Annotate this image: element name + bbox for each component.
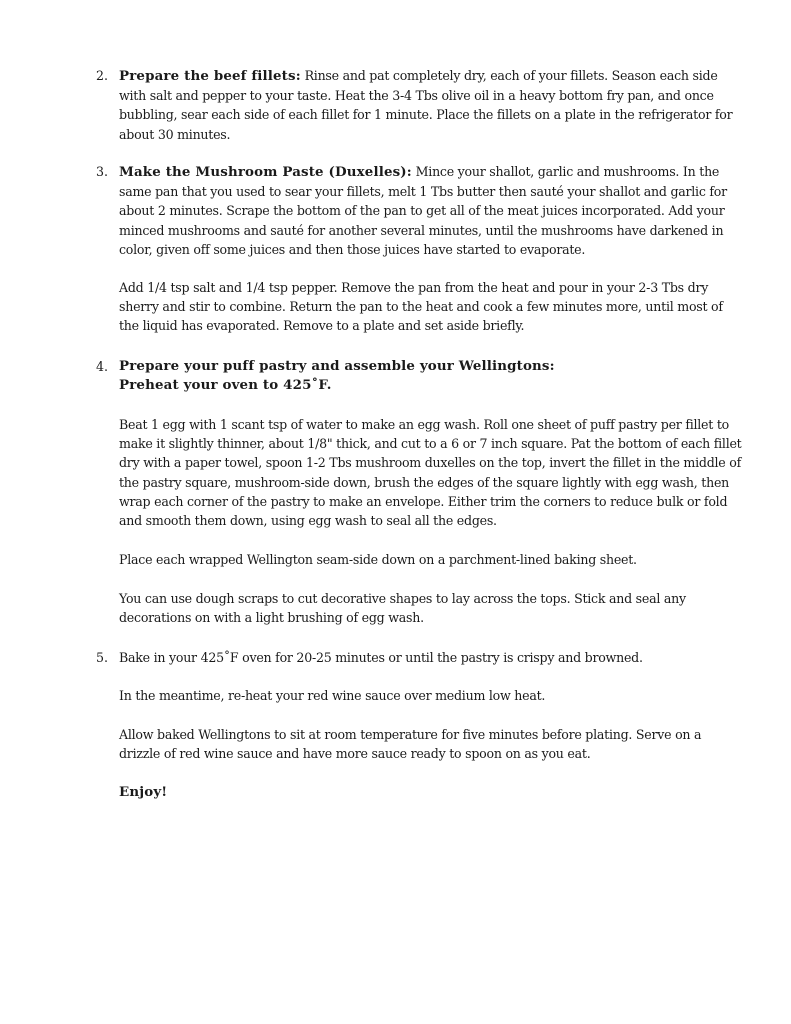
step-paragraph: Bake in your 425˚F oven for 20-25 minutes or until the pastry is crispy and browned. — [119, 650, 643, 665]
step-paragraph: Add 1/4 tsp salt and 1/4 tsp pepper. Remove the pan from the heat and pour in your 2-3 Tbs dry sherry and stir to combine. Return the pan to the heat and cook a few minutes more, until most of the liquid has evaporated. Remove to a plate and set aside briefly. — [119, 280, 723, 334]
step-number: 4. — [96, 359, 109, 374]
step-lead: Prepare the beef fillets: — [119, 68, 301, 84]
step-paragraph — [119, 66, 746, 144]
step-text: Rinse and pat completely dry, each of your fillets. Season each side with salt and pepper to your taste. Heat the 3-4 Tbs olive oil in a heavy bottom fry pan, and once bubbling, sear each side of each fillet for 1 minute. Place the fillets on a plate in the refrigerator for about 30 minutes. — [119, 68, 733, 142]
step-number: 2. — [96, 68, 109, 83]
closing-text: Enjoy! — [119, 784, 168, 800]
step-number: 5. — [96, 650, 109, 665]
step-subheading: Preheat your oven to 425˚F. — [119, 377, 332, 393]
step-paragraph: Allow baked Wellingtons to sit at room temperature for five minutes before plating. Serve on a drizzle of red wine sauce and have more sauce ready to spoon on as you eat. — [119, 727, 702, 762]
step-paragraph: Beat 1 egg with 1 scant tsp of water to make an egg wash. Roll one sheet of puff pastry per fillet to make it slightly thinner, about 1/8" thick, and cut to a 6 or 7 inch square. Pat the bottom of each fillet dry with a paper towel, spoon 1-2 Tbs mushroom duxelles on the top, invert the fillet in the middle of the pastry square, mushroom-side down, brush the edges of the square lightly with egg wash, then wrap each corner of the pastry to make an envelope. Either trim the corners to reduce bulk or fold and smooth them down, using egg wash to seal all the edges. — [119, 417, 742, 529]
step-text: Mince your shallot, garlic and mushrooms. In the same pan that you used to sear your fillets, melt 1 Tbs butter then sauté your shallot and garlic for about 2 minutes. Scrape the bottom of the pan to get all of the meat juices incorporated. Add your minced mushrooms and sauté for another several minutes, until the mushrooms have darkened in color, given off some juices and then those juices have started to evaporate. — [119, 164, 727, 257]
step-paragraph: Place each wrapped Wellington seam-side down on a parchment-lined baking sheet. — [119, 552, 637, 567]
step-lead: Make the Mushroom Paste (Duxelles): — [119, 164, 412, 180]
step-number: 3. — [96, 164, 109, 179]
step-paragraph: In the meantime, re-heat your red wine sauce over medium low heat. — [119, 688, 546, 703]
step-paragraph — [119, 162, 746, 259]
step-heading: Prepare your puff pastry and assemble your Wellingtons: — [119, 358, 555, 374]
step-paragraph: You can use dough scraps to cut decorative shapes to lay across the tops. Stick and seal any decorations on with a light brushing of egg wash. — [119, 591, 686, 626]
